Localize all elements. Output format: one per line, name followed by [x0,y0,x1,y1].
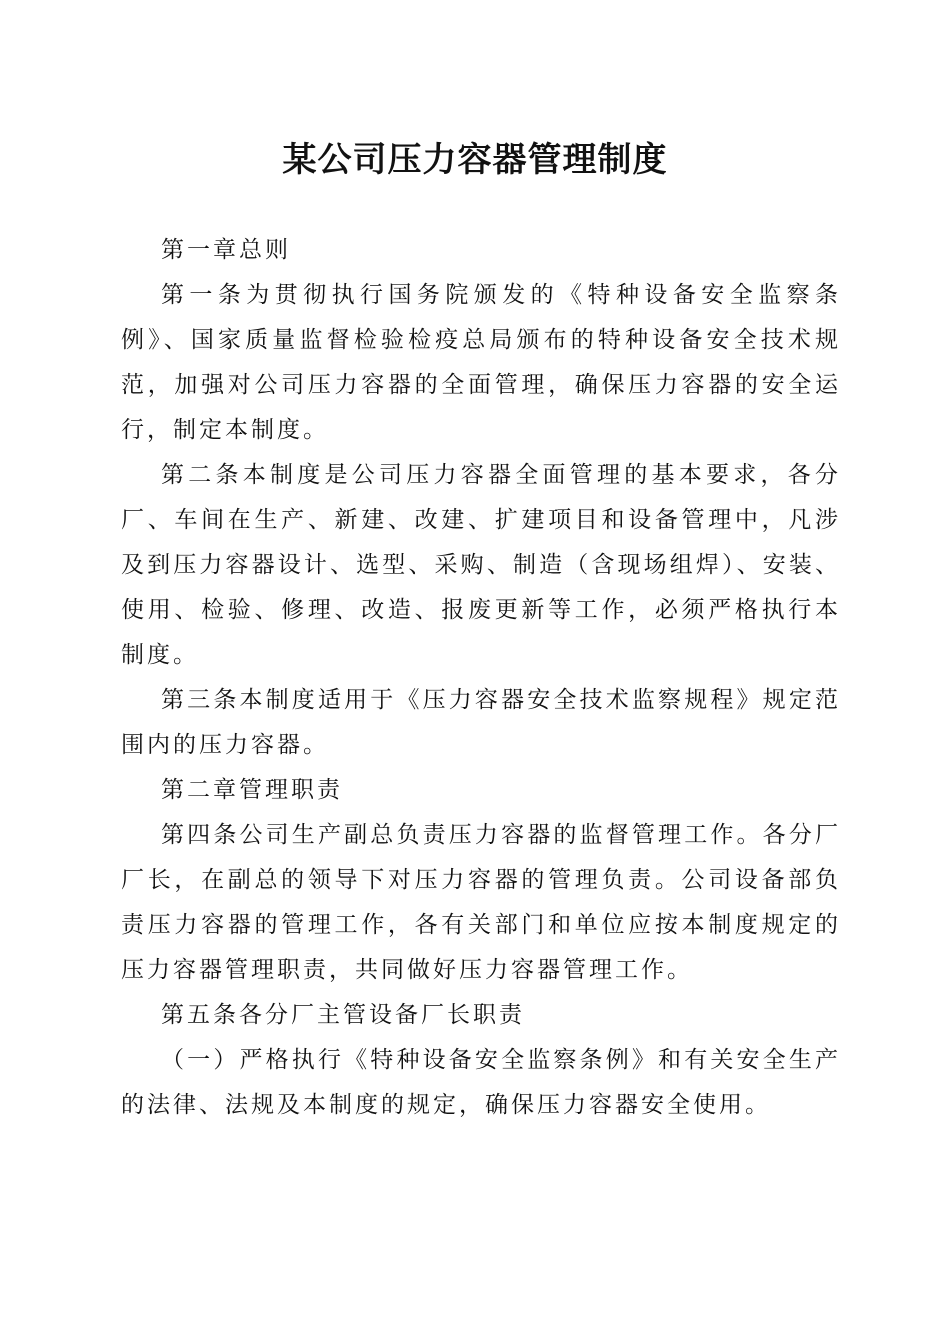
document-body [121,228,841,1128]
chapter-2-heading: 第二章管理职责 [161,777,343,803]
article-5-item-1-paragraph: （一）严格执行《特种设备安全监察条例》和有关安全生产的法律、法规及本制度的规定，确保压力容器安全使用。 [121,1047,841,1118]
article-4-paragraph: 第四条公司生产副总负责压力容器的监督管理工作。各分厂厂长，在副总的领导下对压力容器的管理负责。公司设备部负责压力容器的管理工作，各有关部门和单位应按本制度规定的压力容器管理职责，共同做好压力容器管理工作。 [121,822,841,983]
document-title: 某公司压力容器管理制度 [282,140,668,180]
article-2-paragraph: 第二条本制度是公司压力容器全面管理的基本要求，各分厂、车间在生产、新建、改建、扩建项目和设备管理中，凡涉及到压力容器设计、选型、采购、制造（含现场组焊）、安装、使用、检验、修理、改造、报废更新等工作，必须严格执行本制度。 [121,462,841,668]
article-1-paragraph: 第一条为贯彻执行国务院颁发的《特种设备安全监察条例》、国家质量监督检验检疫总局颁布的特种设备安全技术规范，加强对公司压力容器的全面管理，确保压力容器的安全运行，制定本制度。 [121,282,841,443]
article-3-paragraph: 第三条本制度适用于《压力容器安全技术监察规程》规定范围内的压力容器。 [121,687,841,758]
article-5-heading: 第五条各分厂主管设备厂长职责 [161,1002,525,1028]
chapter-1-heading: 第一章总则 [161,237,291,263]
